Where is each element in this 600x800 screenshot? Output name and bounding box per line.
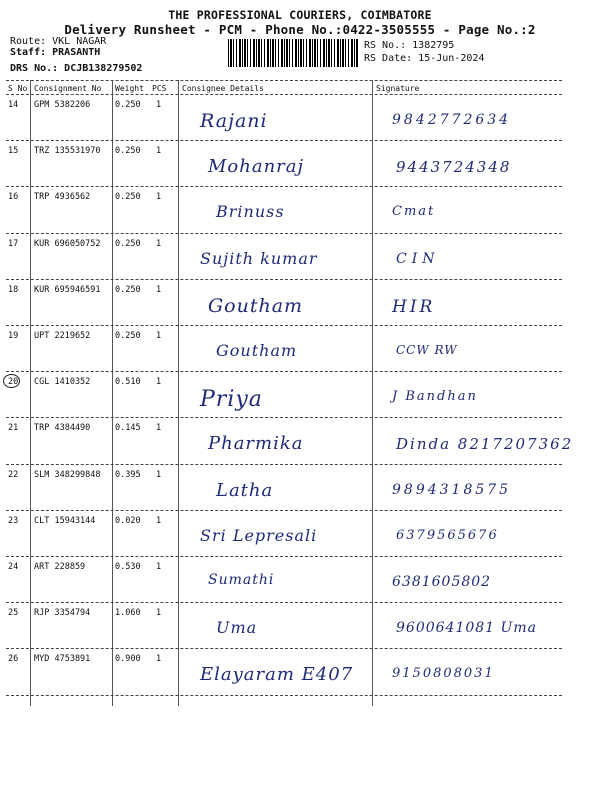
row-weight: 0.250 bbox=[115, 100, 141, 110]
route-label: Route: VKL NAGAR bbox=[10, 36, 107, 47]
row-pcs: 1 bbox=[156, 377, 162, 388]
row-divider bbox=[6, 417, 562, 418]
col-header-weight: Weight bbox=[115, 84, 144, 93]
rs-number: RS No.: 1382795 bbox=[364, 40, 455, 51]
row-consignment-no: CLT 15943144 bbox=[34, 515, 96, 526]
col-divider bbox=[178, 80, 179, 706]
row-consignee-handwritten: Elayaram E407 bbox=[200, 664, 354, 686]
row-serial: 22 bbox=[8, 469, 19, 480]
row-consignment-no: GPM 5382206 bbox=[34, 100, 91, 110]
col-header-signature: Signature bbox=[376, 84, 420, 93]
row-signature-handwritten: Cmat bbox=[392, 204, 436, 220]
row-serial: 23 bbox=[8, 515, 19, 526]
row-weight: 0.250 bbox=[115, 331, 141, 341]
row-serial: 17 bbox=[8, 238, 19, 249]
col-header-consignee: Consignee Details bbox=[182, 84, 264, 93]
row-consignee-handwritten: Mohanraj bbox=[208, 156, 305, 178]
row-serial: 21 bbox=[8, 423, 19, 434]
row-signature-handwritten: 9894318575 bbox=[392, 481, 512, 498]
row-consignee-handwritten: Priya bbox=[200, 387, 263, 413]
row-serial: 19 bbox=[8, 331, 19, 341]
row-weight: 0.145 bbox=[115, 423, 141, 434]
row-signature-handwritten: J Bandhan bbox=[392, 389, 478, 405]
col-divider bbox=[372, 80, 373, 706]
row-pcs: 1 bbox=[156, 515, 162, 526]
col-header-sno: S No bbox=[8, 84, 28, 93]
row-serial: 14 bbox=[8, 100, 19, 110]
row-consignee-handwritten: Goutham bbox=[216, 341, 298, 360]
row-divider bbox=[6, 464, 562, 465]
row-signature-handwritten: 6379565676 bbox=[396, 527, 499, 543]
row-serial: 25 bbox=[8, 608, 19, 619]
row-weight: 0.250 bbox=[115, 284, 141, 295]
staff-label: Staff: PRASANTH bbox=[10, 47, 101, 58]
row-pcs: 1 bbox=[156, 331, 162, 341]
row-weight: 0.900 bbox=[115, 654, 141, 665]
row-divider bbox=[6, 325, 562, 326]
row-divider bbox=[6, 279, 562, 280]
row-consignee-handwritten: Sumathi bbox=[208, 572, 275, 588]
row-consignee-handwritten: Sujith kumar bbox=[200, 248, 318, 268]
row-signature-handwritten: 6381605802 bbox=[392, 574, 492, 590]
row-pcs: 1 bbox=[156, 562, 162, 572]
row-divider bbox=[6, 140, 562, 141]
row-consignment-no: RJP 3354794 bbox=[34, 608, 91, 619]
row-signature-handwritten: 9842772634 bbox=[392, 112, 512, 128]
row-weight: 0.530 bbox=[115, 562, 141, 572]
row-consignee-handwritten: Uma bbox=[216, 618, 258, 638]
row-serial: 16 bbox=[8, 192, 19, 203]
col-divider bbox=[30, 80, 31, 706]
row-weight: 0.250 bbox=[115, 238, 141, 249]
row-divider bbox=[6, 371, 562, 372]
row-signature-handwritten: 9150808031 bbox=[392, 666, 495, 682]
table-top-line bbox=[6, 80, 562, 81]
row-consignee-handwritten: Sri Lepresali bbox=[200, 525, 318, 545]
row-pcs: 1 bbox=[156, 192, 162, 203]
row-divider bbox=[6, 602, 562, 603]
row-divider bbox=[6, 556, 562, 557]
row-consignment-no: TRZ 135531970 bbox=[34, 146, 101, 157]
col-header-pcs: PCS bbox=[152, 84, 167, 93]
row-serial: 26 bbox=[8, 654, 19, 665]
row-weight: 0.250 bbox=[115, 192, 141, 203]
row-serial: 18 bbox=[8, 284, 19, 295]
row-pcs: 1 bbox=[156, 608, 162, 619]
barcode bbox=[228, 39, 358, 67]
row-consignment-no: ART 228859 bbox=[34, 562, 86, 572]
runsheet-subtitle: Delivery Runsheet - PCM - Phone No.:0422-3505555 - Page No.:2 bbox=[64, 22, 536, 37]
row-signature-handwritten: CIN bbox=[396, 250, 440, 267]
row-signature-handwritten: 9443724348 bbox=[396, 158, 512, 177]
row-consignment-no: CGL 1410352 bbox=[34, 377, 91, 388]
row-serial: 24 bbox=[8, 562, 19, 572]
row-consignee-handwritten: Latha bbox=[216, 479, 274, 501]
row-serial: 20 bbox=[8, 377, 19, 388]
row-divider bbox=[6, 233, 562, 234]
row-signature-handwritten: 9600641081 Uma bbox=[396, 620, 537, 637]
row-consignment-no: UPT 2219652 bbox=[34, 331, 91, 341]
row-divider bbox=[6, 186, 562, 187]
row-consignee-handwritten: Rajani bbox=[200, 110, 268, 132]
row-weight: 0.250 bbox=[115, 146, 141, 157]
row-consignment-no: SLM 348299848 bbox=[34, 469, 101, 480]
row-pcs: 1 bbox=[156, 654, 162, 665]
row-weight: 0.510 bbox=[115, 377, 141, 388]
row-signature-handwritten: Dinda 8217207362 bbox=[396, 435, 574, 454]
row-consignment-no: KUR 696050752 bbox=[34, 238, 101, 249]
row-consignee-handwritten: Goutham bbox=[208, 294, 304, 317]
row-pcs: 1 bbox=[156, 469, 162, 480]
row-divider bbox=[6, 648, 562, 649]
row-consignee-handwritten: Pharmika bbox=[208, 433, 304, 455]
col-header-consignment: Consignment No bbox=[34, 84, 102, 93]
row-weight: 0.020 bbox=[115, 515, 141, 526]
row-weight: 0.395 bbox=[115, 469, 141, 480]
row-consignment-no: TRP 4936562 bbox=[34, 192, 91, 203]
rs-date: RS Date: 15-Jun-2024 bbox=[364, 53, 485, 64]
row-consignment-no: MYD 4753891 bbox=[34, 654, 91, 665]
row-pcs: 1 bbox=[156, 238, 162, 249]
row-pcs: 1 bbox=[156, 100, 162, 110]
drs-number: DRS No.: DCJB138279502 bbox=[10, 63, 143, 74]
row-divider bbox=[6, 695, 562, 696]
row-signature-handwritten: HIR bbox=[392, 296, 436, 317]
row-divider bbox=[6, 510, 562, 511]
row-weight: 1.060 bbox=[115, 608, 141, 619]
row-pcs: 1 bbox=[156, 146, 162, 157]
row-consignment-no: TRP 4384490 bbox=[34, 423, 91, 434]
header-bottom-line bbox=[6, 94, 562, 95]
row-pcs: 1 bbox=[156, 284, 162, 295]
col-divider bbox=[112, 80, 113, 706]
row-consignee-handwritten: Brinuss bbox=[216, 202, 285, 222]
row-consignment-no: KUR 695946591 bbox=[34, 284, 101, 295]
row-pcs: 1 bbox=[156, 423, 162, 434]
row-serial: 15 bbox=[8, 146, 19, 157]
page-title: THE PROFESSIONAL COURIERS, COIMBATORE bbox=[168, 8, 432, 22]
row-signature-handwritten: CCW RW bbox=[396, 343, 458, 357]
